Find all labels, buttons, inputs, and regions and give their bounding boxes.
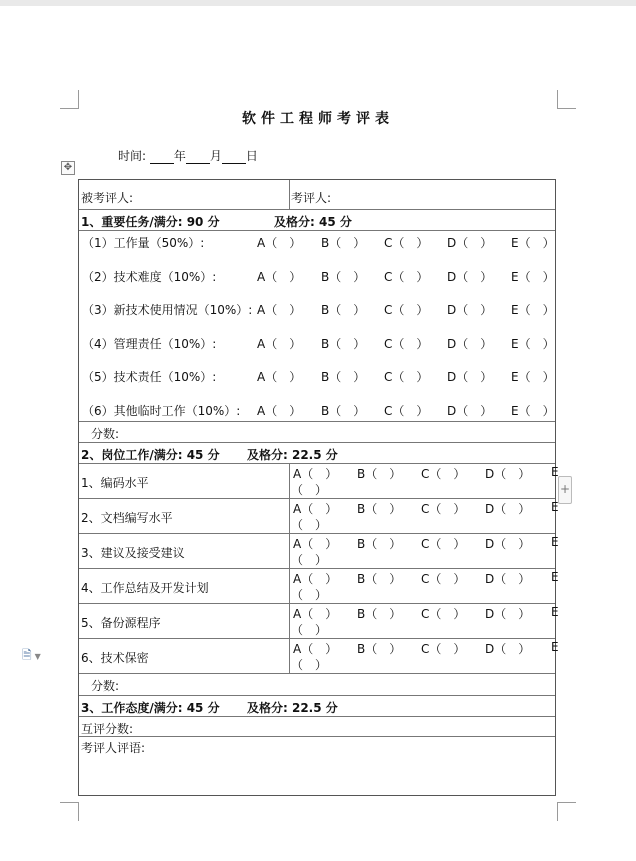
- grade-option[interactable]: A（ ）: [257, 303, 302, 317]
- grade-option[interactable]: E: [551, 465, 559, 479]
- section2-item-label[interactable]: 6、技术保密: [81, 651, 149, 665]
- section2-item-label[interactable]: 4、工作总结及开发计划: [81, 581, 209, 595]
- table-row: [79, 604, 559, 639]
- paste-options-icon[interactable]: 🗎 ▼: [22, 648, 41, 662]
- grade-option[interactable]: A（ ）: [293, 537, 338, 551]
- section1-item-label[interactable]: （1）工作量（50%）:: [82, 236, 205, 250]
- grade-option[interactable]: B（ ）: [321, 336, 366, 351]
- grade-option[interactable]: B（ ）: [321, 403, 366, 418]
- grade-option[interactable]: E（ ）: [511, 236, 555, 250]
- table-row-header: [79, 180, 555, 210]
- section2-title-row: [79, 443, 555, 464]
- section2-item-label[interactable]: 1、编码水平: [81, 476, 149, 490]
- section1-score-row: [79, 422, 555, 443]
- grade-option[interactable]: A（ ）: [293, 467, 338, 481]
- column-divider: [289, 604, 290, 639]
- grade-option[interactable]: C（ ）: [384, 403, 429, 418]
- grade-option[interactable]: D（ ）: [447, 236, 493, 250]
- column-divider: [289, 569, 290, 604]
- table-row: [79, 464, 559, 499]
- grade-option[interactable]: E（ ）: [511, 303, 555, 317]
- time-line[interactable]: [118, 147, 258, 164]
- table-row: [79, 639, 559, 674]
- section1-score-label[interactable]: 分数:: [91, 427, 120, 441]
- margin-corner-top-left: [60, 90, 79, 109]
- grade-option[interactable]: D（ ）: [485, 467, 531, 481]
- grade-option[interactable]: A（ ）: [257, 403, 302, 418]
- grade-option[interactable]: E: [551, 500, 559, 514]
- grade-option[interactable]: D（ ）: [485, 537, 531, 551]
- grade-option[interactable]: B（ ）: [357, 537, 402, 551]
- column-divider: [289, 180, 290, 210]
- margin-corner-bottom-right: [557, 802, 576, 821]
- section1-title[interactable]: 1、重要任务/满分: 90 分: [81, 215, 220, 229]
- grade-option[interactable]: B（ ）: [357, 502, 402, 516]
- grade-option[interactable]: B（ ）: [321, 303, 366, 317]
- grade-option[interactable]: D（ ）: [447, 303, 493, 317]
- grade-option-wrap[interactable]: （ ）: [291, 623, 328, 637]
- grade-option[interactable]: C（ ）: [384, 370, 429, 384]
- grade-option[interactable]: B（ ）: [357, 572, 402, 586]
- section2-score-label[interactable]: 分数:: [91, 679, 120, 693]
- section2-title[interactable]: 2、岗位工作/满分: 45 分: [81, 448, 220, 462]
- grade-option[interactable]: E: [551, 640, 559, 654]
- grade-option[interactable]: C（ ）: [384, 236, 429, 250]
- grade-option[interactable]: A（ ）: [293, 502, 338, 516]
- column-divider: [289, 499, 290, 534]
- grade-option-wrap[interactable]: （ ）: [291, 518, 328, 532]
- evaluator-label[interactable]: 考评人:: [291, 191, 332, 205]
- evaluatee-label[interactable]: 被考评人:: [81, 191, 134, 205]
- table-row: [79, 534, 559, 569]
- grade-option[interactable]: D（ ）: [447, 370, 493, 384]
- grade-option[interactable]: C（ ）: [384, 336, 429, 351]
- grade-option-wrap[interactable]: （ ）: [291, 553, 328, 567]
- grade-option[interactable]: A（ ）: [293, 572, 338, 586]
- section1-item-label[interactable]: （5）技术责任（10%）:: [82, 370, 217, 384]
- margin-corner-bottom-left: [60, 802, 79, 821]
- grade-option[interactable]: C（ ）: [421, 537, 466, 551]
- section1-pass[interactable]: 及格分: 45 分: [274, 215, 352, 229]
- grade-option[interactable]: B（ ）: [357, 467, 402, 481]
- grade-option[interactable]: E（ ）: [511, 403, 555, 418]
- grade-option[interactable]: C（ ）: [421, 572, 466, 586]
- table-row: [79, 569, 559, 604]
- grade-option[interactable]: E: [551, 570, 559, 584]
- section2-item-label[interactable]: 2、文档编写水平: [81, 511, 173, 525]
- section3-pass[interactable]: 及格分: 22.5 分: [247, 701, 338, 715]
- month-label: 月: [209, 149, 222, 163]
- year-label: 年: [173, 149, 186, 163]
- grade-option[interactable]: D（ ）: [447, 336, 493, 351]
- add-column-icon[interactable]: +: [558, 476, 572, 504]
- section1-items-block: [79, 231, 555, 422]
- section1-item-label[interactable]: （4）管理责任（10%）:: [82, 336, 217, 351]
- evaluation-table: [78, 179, 559, 796]
- grade-option[interactable]: D（ ）: [447, 269, 493, 284]
- grade-option[interactable]: C（ ）: [421, 642, 466, 656]
- grade-option-wrap[interactable]: （ ）: [291, 658, 328, 672]
- comment-label[interactable]: 考评人评语:: [81, 741, 146, 755]
- year-blank[interactable]: [150, 151, 174, 164]
- grade-option[interactable]: C（ ）: [384, 269, 429, 284]
- grade-option[interactable]: E（ ）: [511, 370, 555, 384]
- grade-option[interactable]: C（ ）: [421, 502, 466, 516]
- peer-score-row: [79, 717, 555, 737]
- grade-option[interactable]: B（ ）: [321, 370, 366, 384]
- grade-option[interactable]: D（ ）: [447, 403, 493, 418]
- grade-option[interactable]: B（ ）: [321, 269, 366, 284]
- section1-item-label[interactable]: （6）其他临时工作（10%）:: [82, 403, 241, 418]
- grade-option[interactable]: A（ ）: [293, 607, 338, 621]
- grade-option[interactable]: D（ ）: [485, 642, 531, 656]
- grade-option[interactable]: B（ ）: [357, 607, 402, 621]
- table-row: [79, 499, 559, 534]
- section1-title-row: [79, 210, 555, 231]
- chevron-down-icon: ▼: [34, 652, 41, 661]
- section2-pass[interactable]: 及格分: 22.5 分: [247, 448, 338, 462]
- grade-option-wrap[interactable]: （ ）: [291, 483, 328, 497]
- grade-option[interactable]: E: [551, 535, 559, 549]
- section3-title-row: [79, 696, 555, 717]
- grade-option[interactable]: A（ ）: [257, 336, 302, 351]
- grade-option-wrap[interactable]: （ ）: [291, 588, 328, 602]
- column-divider: [289, 464, 290, 499]
- section1-item-label[interactable]: （2）技术难度（10%）:: [82, 269, 217, 284]
- section2-item-label[interactable]: 5、备份源程序: [81, 616, 161, 630]
- column-divider: [289, 639, 290, 674]
- time-label: 时间:: [118, 149, 147, 163]
- grade-option[interactable]: A（ ）: [257, 236, 302, 250]
- section3-title[interactable]: 3、工作态度/满分: 45 分: [81, 701, 220, 715]
- section2-score-row: [79, 674, 555, 696]
- column-divider: [289, 534, 290, 569]
- grade-option[interactable]: B（ ）: [321, 236, 366, 250]
- grade-option[interactable]: B（ ）: [357, 642, 402, 656]
- grade-option[interactable]: A（ ）: [257, 269, 302, 284]
- grade-option[interactable]: D（ ）: [485, 572, 531, 586]
- day-blank[interactable]: [222, 151, 246, 164]
- grade-option[interactable]: E: [551, 605, 559, 619]
- grade-option[interactable]: C（ ）: [384, 303, 429, 317]
- margin-corner-top-right: [557, 90, 576, 109]
- section1-item-label[interactable]: （3）新技术使用情况（10%）:: [82, 303, 253, 317]
- grade-option[interactable]: C（ ）: [421, 467, 466, 481]
- peer-score-label[interactable]: 互评分数:: [81, 722, 134, 736]
- grade-option[interactable]: D（ ）: [485, 502, 531, 516]
- grade-option[interactable]: E（ ）: [511, 269, 555, 284]
- section2-item-label[interactable]: 3、建议及接受建议: [81, 546, 185, 560]
- document-title[interactable]: 软件工程师考评表: [242, 111, 394, 127]
- table-move-handle-icon[interactable]: ✥: [61, 161, 75, 175]
- grade-option[interactable]: E（ ）: [511, 336, 555, 351]
- grade-option[interactable]: C（ ）: [421, 607, 466, 621]
- month-blank[interactable]: [186, 151, 210, 164]
- grade-option[interactable]: A（ ）: [257, 370, 302, 384]
- grade-option[interactable]: D（ ）: [485, 607, 531, 621]
- comment-row: [79, 737, 555, 795]
- day-label: 日: [245, 149, 258, 163]
- grade-option[interactable]: A（ ）: [293, 642, 338, 656]
